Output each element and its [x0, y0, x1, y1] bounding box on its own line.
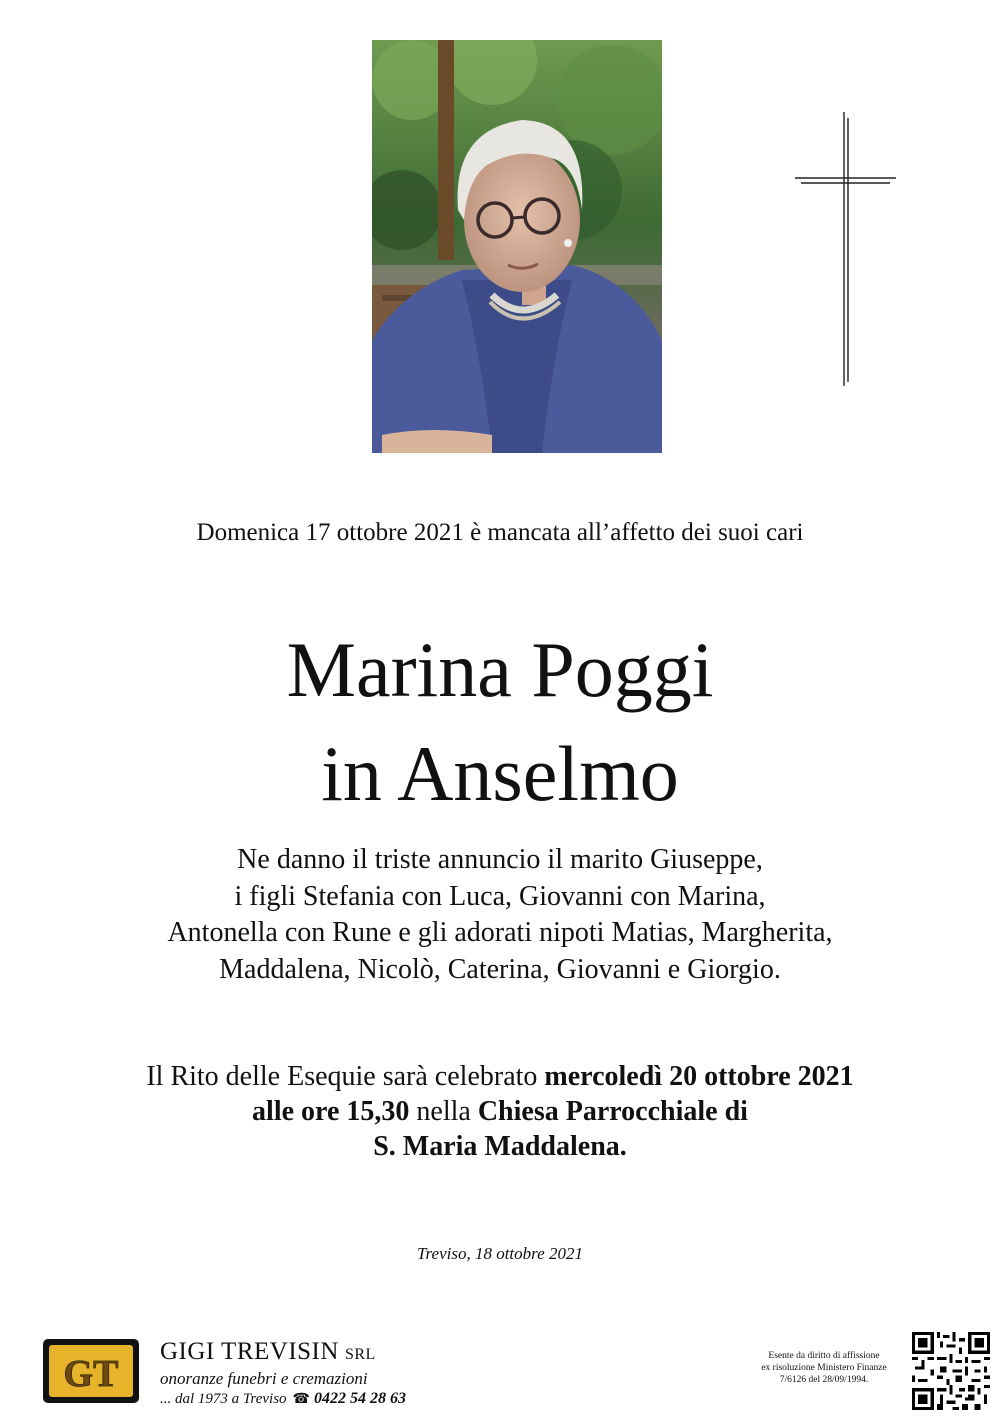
rite-line-3 — [0, 1129, 1000, 1164]
family-line: i figli Stefania con Luca, Giovanni con Marina, — [234, 880, 766, 912]
rite-time: alle ore 15,30 — [252, 1096, 410, 1127]
deceased-name-line2: in Anselmo — [321, 730, 679, 817]
company-tagline: onoranze funebri e cremazioni — [160, 1369, 368, 1388]
company-phone[interactable]: 0422 54 28 63 — [314, 1390, 406, 1407]
company-logo-letters: GT — [63, 1353, 119, 1395]
company-name-text: GIGI TREVISIN — [160, 1338, 339, 1365]
exempt-line: Esente da diritto di affissione — [768, 1351, 880, 1361]
portrait-photo — [372, 40, 662, 453]
rite-church: Chiesa Parrocchiale di — [477, 1096, 748, 1127]
company-since — [160, 1389, 406, 1410]
exempt-line: 7/6126 del 28/09/1994. — [779, 1375, 869, 1385]
company-suffix: SRL — [344, 1346, 376, 1363]
deceased-name — [0, 618, 1000, 826]
rite-church-name: S. Maria Maddalena. — [373, 1131, 627, 1162]
family-line: Maddalena, Nicolò, Caterina, Giovanni e Giorgio. — [219, 953, 781, 985]
place-date: Treviso, 18 ottobre 2021 — [417, 1244, 583, 1263]
rite-line-1 — [0, 1059, 1000, 1094]
phone-icon: ☎ — [292, 1392, 310, 1407]
deceased-name-line1: Marina Poggi — [286, 626, 714, 713]
since-text: ... dal 1973 a Treviso — [160, 1391, 287, 1407]
family-announcement — [0, 842, 1000, 988]
exempt-line: ex risoluzione Ministero Finanze — [761, 1363, 887, 1373]
tax-exemption-note — [744, 1350, 904, 1386]
funeral-rite-details — [0, 1059, 1000, 1164]
rite-text: Il Rito delle Esequie sarà celebrato — [146, 1061, 545, 1092]
company-logo — [42, 1338, 140, 1404]
announcement-intro: Domenica 17 ottobre 2021 è mancata all’affetto dei suoi cari — [196, 519, 804, 546]
qr-code[interactable] — [912, 1332, 990, 1410]
rite-line-2 — [0, 1094, 1000, 1129]
family-line: Ne danno il triste annuncio il marito Giuseppe, — [237, 844, 763, 875]
company-info — [160, 1338, 406, 1410]
company-name — [160, 1338, 406, 1369]
rite-date: mercoledì 20 ottobre 2021 — [544, 1061, 854, 1092]
family-line: Antonella con Rune e gli adorati nipoti Matias, Margherita, — [167, 917, 833, 948]
cross-icon — [792, 110, 900, 388]
rite-text: nella — [409, 1096, 478, 1127]
